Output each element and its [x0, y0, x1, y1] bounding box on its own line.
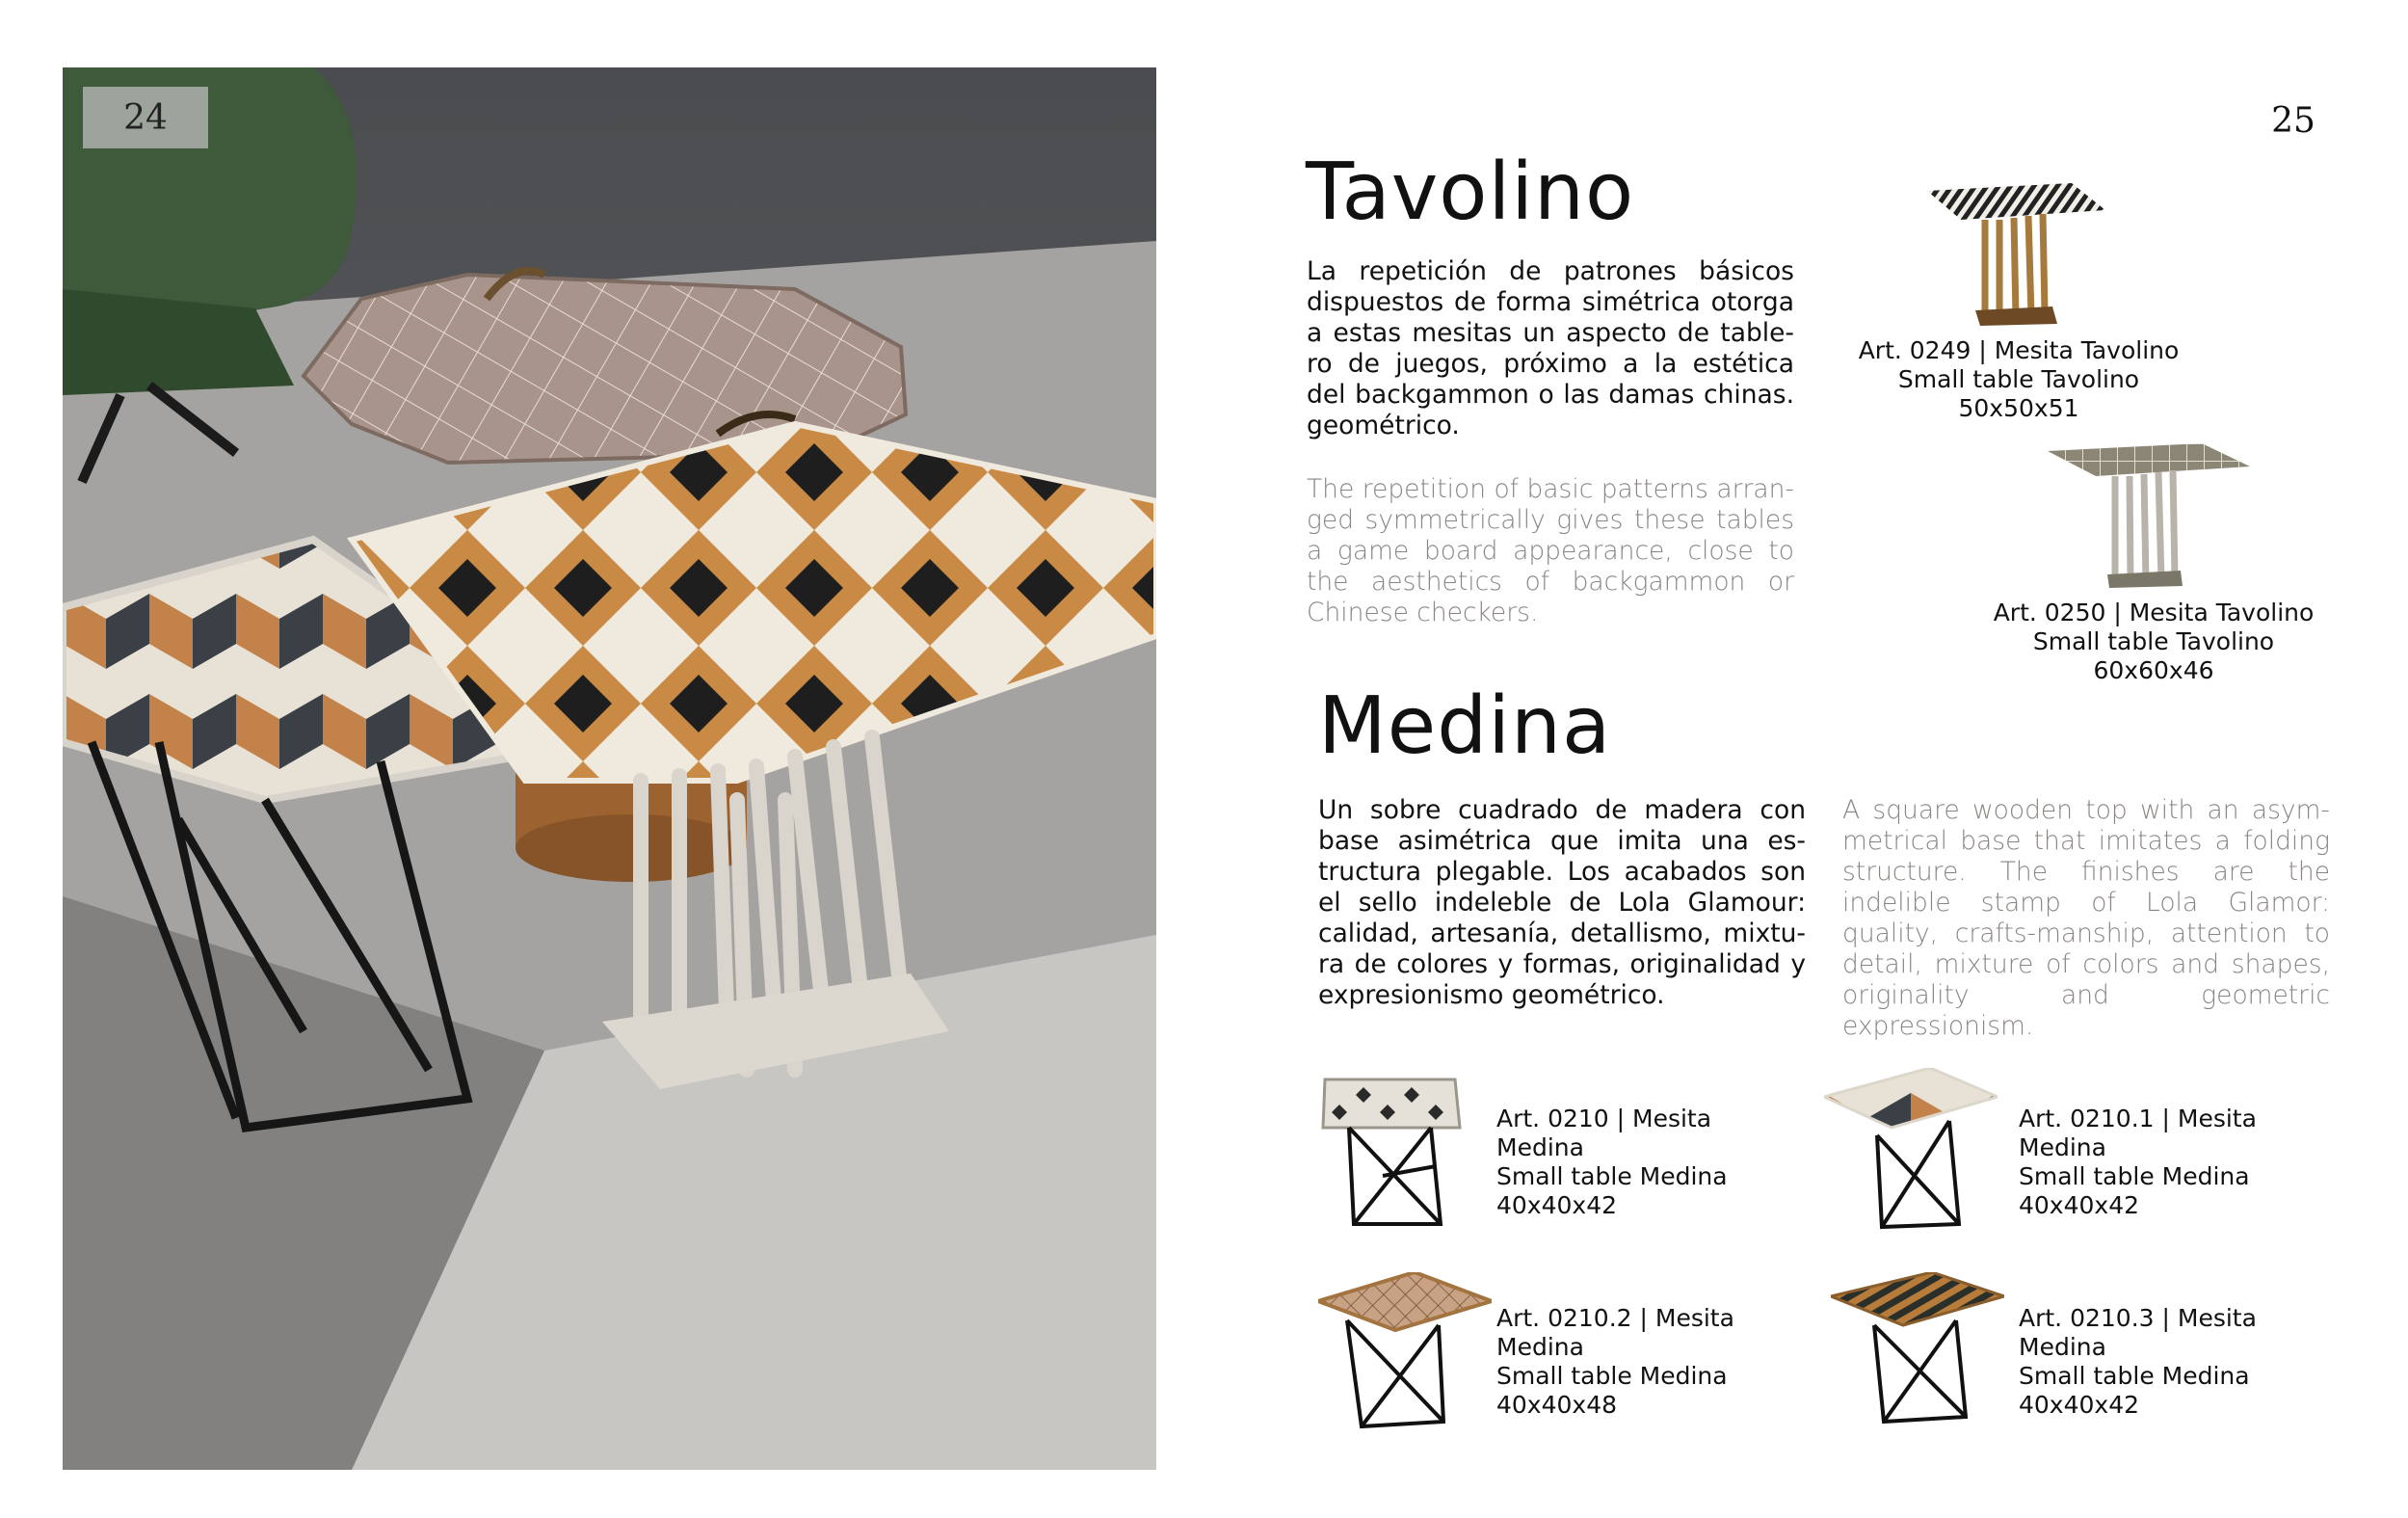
product-size: 40x40x48: [1496, 1391, 1618, 1419]
product-art: Art. 0250 | Mesita Tavolino: [1993, 599, 2315, 626]
tavolino-title: Tavolino: [1306, 146, 1635, 238]
product-caption-0249: [1840, 336, 2197, 423]
product-art: Art. 0210.3 | Mesita Medina: [2019, 1304, 2257, 1361]
product-art: Art. 0210.2 | Mesita Medina: [1496, 1304, 1734, 1361]
tables-photo-illustration: [63, 67, 1156, 1470]
medina-description-es: Un sobre cuadrado de madera con base asimétrica que imita una es-tructura plegable. Los acabados son el sello indeleble de Lola Glamour: calidad, artesanía, detallismo, mixtu-ra de colores y formas, originalidad y expresionismo geométrico.: [1318, 795, 1806, 1010]
product-size: 40x40x42: [1496, 1191, 1618, 1219]
product-art: Art. 0249 | Mesita Tavolino: [1858, 336, 2180, 364]
product-image-0210-2: [1318, 1272, 1492, 1431]
product-size: 40x40x42: [2019, 1391, 2140, 1419]
product-size: 40x40x42: [2019, 1191, 2140, 1219]
medina-title: Medina: [1318, 680, 1612, 772]
product-name: Small table Tavolino: [2032, 627, 2275, 655]
product-name: Small table Medina: [2019, 1362, 2250, 1390]
page-number-left: 24: [83, 87, 208, 148]
lifestyle-photo: [63, 67, 1156, 1470]
product-image-0210-1: [1824, 1068, 1998, 1237]
product-image-0249: [1927, 183, 2105, 328]
product-name: Small table Medina: [1496, 1362, 1728, 1390]
product-size: 50x50x51: [1958, 394, 2079, 422]
tavolino-description-en: The repetition of basic patterns arran-ged symmetrically gives these tables a game board appearance, close to the aesthetics of backgammon or Chinese checkers.: [1307, 474, 1794, 627]
product-caption-0210-1: [2019, 1105, 2337, 1220]
product-image-0210: [1315, 1070, 1465, 1234]
tavolino-description-es: La repetición de patrones básicos dispuestos de forma simétrica otorga a estas mesitas un aspecto de table-ro de juegos, próximo a la estética del backgammon o las damas chinas. geométrico.: [1307, 256, 1794, 440]
product-image-0210-3: [1831, 1272, 2004, 1426]
product-caption-0250: [1975, 599, 2332, 685]
product-name: Small table Medina: [1496, 1162, 1728, 1190]
product-art: Art. 0210.1 | Mesita Medina: [2019, 1105, 2257, 1161]
medina-description-en: A square wooden top with an asym-metrical base that imitates a folding structure. The finishes are the indelible stamp of Lola Glamor: quality, crafts-manship, attention to detail, mixture of colors and shapes, originality and geometric expressionism.: [1842, 795, 2330, 1041]
page-number-right: 25: [2271, 101, 2315, 141]
product-image-0250: [2048, 443, 2250, 588]
product-name: Small table Tavolino: [1897, 365, 2140, 393]
product-name: Small table Medina: [2019, 1162, 2250, 1190]
product-caption-0210-3: [2019, 1304, 2337, 1420]
product-caption-0210: [1496, 1105, 1786, 1220]
product-size: 60x60x46: [2093, 656, 2214, 684]
product-art: Art. 0210 | Mesita Medina: [1496, 1105, 1712, 1161]
product-caption-0210-2: [1496, 1304, 1814, 1420]
